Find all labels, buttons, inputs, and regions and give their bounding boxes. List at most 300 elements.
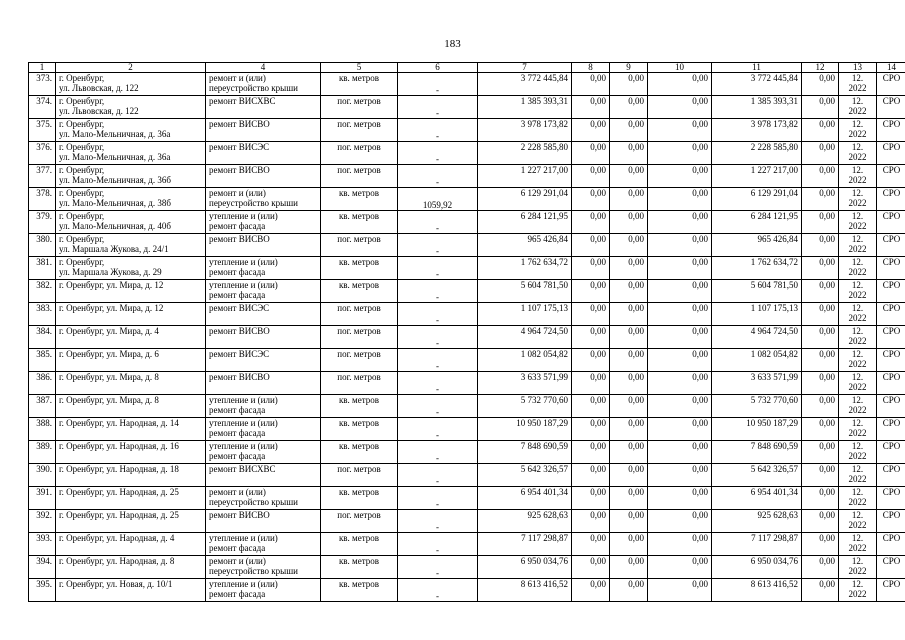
col10-cell: 0,00 — [648, 119, 712, 142]
col12-cell: 0,00 — [802, 372, 839, 395]
col11-cell: 6 950 034,76 — [712, 556, 802, 579]
address-line-1: г. Оренбург, — [59, 96, 105, 106]
unit-cell: кв. метров — [321, 257, 398, 280]
work-type-line-2: ремонт фасада — [209, 290, 266, 300]
col9-cell: 0,00 — [610, 464, 648, 487]
term-line-1: 12. — [851, 487, 864, 497]
address-line-1: г. Оренбург, ул. Народная, д. 25 — [59, 487, 179, 497]
work-type-cell — [206, 533, 321, 556]
term-line-2: 2022 — [848, 382, 867, 392]
method-cell: СРО — [877, 96, 905, 119]
col11-cell: 10 950 187,29 — [712, 418, 802, 441]
unit-cell: пог. метров — [321, 142, 398, 165]
unit-cell: пог. метров — [321, 303, 398, 326]
work-type-line-1: ремонт ВИСЭС — [209, 142, 270, 152]
term-line-2: 2022 — [848, 451, 867, 461]
col11-cell: 1 385 393,31 — [712, 96, 802, 119]
col12-cell: 0,00 — [802, 96, 839, 119]
work-type-line-1: утепление и (или) — [209, 211, 278, 221]
term-line-2: 2022 — [848, 267, 867, 277]
term-line-1: 12. — [851, 579, 864, 589]
row-number: 376. — [29, 142, 56, 165]
work-type-line-2: ремонт фасада — [209, 589, 266, 599]
work-type-cell — [206, 556, 321, 579]
row-number: 373. — [29, 73, 56, 96]
table-row — [29, 303, 905, 326]
col12-cell: 0,00 — [802, 234, 839, 257]
address-line-1: г. Оренбург, ул. Народная, д. 16 — [59, 441, 179, 451]
total-cost-cell: 8 613 416,52 — [478, 579, 572, 602]
term-cell — [839, 579, 877, 602]
col8-cell: 0,00 — [572, 96, 610, 119]
term-line-2: 2022 — [848, 474, 867, 484]
total-cost-cell: 965 426,84 — [478, 234, 572, 257]
work-type-cell — [206, 73, 321, 96]
term-line-2: 2022 — [848, 198, 867, 208]
unit-cell: пог. метров — [321, 464, 398, 487]
col12-cell: 0,00 — [802, 119, 839, 142]
term-cell — [839, 303, 877, 326]
total-cost-cell: 6 950 034,76 — [478, 556, 572, 579]
work-type-line-2: ремонт фасада — [209, 428, 266, 438]
volume-cell: - — [398, 142, 478, 165]
term-cell — [839, 533, 877, 556]
col8-cell: 0,00 — [572, 349, 610, 372]
work-type-line-2: ремонт фасада — [209, 405, 266, 415]
col11-cell: 5 604 781,50 — [712, 280, 802, 303]
method-cell: СРО — [877, 257, 905, 280]
address-line-1: г. Оренбург, — [59, 165, 105, 175]
address-line-1: г. Оренбург, ул. Новая, д. 10/1 — [59, 579, 173, 589]
col8-cell: 0,00 — [572, 165, 610, 188]
work-type-line-1: ремонт и (или) — [209, 487, 266, 497]
term-cell — [839, 257, 877, 280]
row-number: 391. — [29, 487, 56, 510]
col12-cell: 0,00 — [802, 211, 839, 234]
work-type-line-1: ремонт и (или) — [209, 556, 266, 566]
work-type-line-1: утепление и (или) — [209, 441, 278, 451]
header-cell: 9 — [610, 63, 648, 73]
term-cell — [839, 556, 877, 579]
work-type-line-1: ремонт ВИСЭС — [209, 349, 270, 359]
term-line-2: 2022 — [848, 405, 867, 415]
row-number: 395. — [29, 579, 56, 602]
method-cell: СРО — [877, 579, 905, 602]
term-line-2: 2022 — [848, 129, 867, 139]
address-line-1: г. Оренбург, — [59, 73, 105, 83]
total-cost-cell: 6 129 291,04 — [478, 188, 572, 211]
col12-cell: 0,00 — [802, 487, 839, 510]
table-row — [29, 188, 905, 211]
table-row — [29, 533, 905, 556]
unit-cell: пог. метров — [321, 326, 398, 349]
header-cell: 2 — [56, 63, 206, 73]
volume-cell: - — [398, 464, 478, 487]
term-line-2: 2022 — [848, 520, 867, 530]
col9-cell: 0,00 — [610, 211, 648, 234]
work-type-line-1: утепление и (или) — [209, 280, 278, 290]
term-line-2: 2022 — [848, 290, 867, 300]
col11-cell: 8 613 416,52 — [712, 579, 802, 602]
col11-cell: 1 107 175,13 — [712, 303, 802, 326]
address-cell — [56, 188, 206, 211]
col8-cell: 0,00 — [572, 510, 610, 533]
address-line-1: г. Оренбург, ул. Мира, д. 12 — [59, 303, 164, 313]
method-cell: СРО — [877, 349, 905, 372]
address-cell — [56, 349, 206, 372]
header-cell: 4 — [206, 63, 321, 73]
col9-cell: 0,00 — [610, 349, 648, 372]
term-line-2: 2022 — [848, 428, 867, 438]
col11-cell: 7 117 298,87 — [712, 533, 802, 556]
table-row — [29, 142, 905, 165]
work-type-line-1: ремонт ВИСХВС — [209, 464, 276, 474]
col12-cell: 0,00 — [802, 441, 839, 464]
work-type-cell — [206, 234, 321, 257]
row-number: 385. — [29, 349, 56, 372]
table-row — [29, 372, 905, 395]
work-type-line-1: ремонт ВИСВО — [209, 510, 270, 520]
work-type-line-1: утепление и (или) — [209, 418, 278, 428]
col12-cell: 0,00 — [802, 418, 839, 441]
method-cell: СРО — [877, 326, 905, 349]
col10-cell: 0,00 — [648, 165, 712, 188]
col9-cell: 0,00 — [610, 280, 648, 303]
volume-cell: - — [398, 418, 478, 441]
header-cell: 13 — [839, 63, 877, 73]
col8-cell: 0,00 — [572, 280, 610, 303]
col8-cell: 0,00 — [572, 579, 610, 602]
row-number: 378. — [29, 188, 56, 211]
unit-cell: пог. метров — [321, 96, 398, 119]
row-number: 392. — [29, 510, 56, 533]
term-line-1: 12. — [851, 119, 864, 129]
work-type-cell — [206, 326, 321, 349]
col10-cell: 0,00 — [648, 303, 712, 326]
col10-cell: 0,00 — [648, 211, 712, 234]
col9-cell: 0,00 — [610, 96, 648, 119]
method-cell: СРО — [877, 464, 905, 487]
term-line-1: 12. — [851, 142, 864, 152]
volume-cell: - — [398, 119, 478, 142]
table-row — [29, 234, 905, 257]
work-type-cell — [206, 188, 321, 211]
method-cell: СРО — [877, 73, 905, 96]
col9-cell: 0,00 — [610, 533, 648, 556]
unit-cell: кв. метров — [321, 533, 398, 556]
work-type-cell — [206, 119, 321, 142]
col11-cell: 6 954 401,34 — [712, 487, 802, 510]
work-type-cell — [206, 579, 321, 602]
term-line-1: 12. — [851, 257, 864, 267]
row-number: 379. — [29, 211, 56, 234]
address-cell — [56, 533, 206, 556]
col12-cell: 0,00 — [802, 510, 839, 533]
volume-cell: - — [398, 349, 478, 372]
unit-cell: пог. метров — [321, 349, 398, 372]
total-cost-cell: 7 848 690,59 — [478, 441, 572, 464]
term-cell — [839, 372, 877, 395]
work-type-line-1: утепление и (или) — [209, 533, 278, 543]
total-cost-cell: 5 732 770,60 — [478, 395, 572, 418]
header-cell: 6 — [398, 63, 478, 73]
col8-cell: 0,00 — [572, 142, 610, 165]
volume-cell: 1059,92 — [398, 188, 478, 211]
total-cost-cell: 1 107 175,13 — [478, 303, 572, 326]
col9-cell: 0,00 — [610, 372, 648, 395]
term-cell — [839, 96, 877, 119]
table-row — [29, 441, 905, 464]
work-type-line-2: переустройство крыши — [209, 497, 298, 507]
col8-cell: 0,00 — [572, 211, 610, 234]
col12-cell: 0,00 — [802, 165, 839, 188]
address-cell — [56, 211, 206, 234]
row-number: 386. — [29, 372, 56, 395]
register-table — [28, 62, 905, 602]
term-cell — [839, 73, 877, 96]
unit-cell: кв. метров — [321, 395, 398, 418]
total-cost-cell: 6 954 401,34 — [478, 487, 572, 510]
work-type-line-1: ремонт ВИСЭС — [209, 303, 270, 313]
term-cell — [839, 119, 877, 142]
work-type-line-2: ремонт фасада — [209, 451, 266, 461]
unit-cell: кв. метров — [321, 579, 398, 602]
work-type-line-1: утепление и (или) — [209, 395, 278, 405]
col9-cell: 0,00 — [610, 487, 648, 510]
col8-cell: 0,00 — [572, 73, 610, 96]
col10-cell: 0,00 — [648, 257, 712, 280]
total-cost-cell: 925 628,63 — [478, 510, 572, 533]
address-line-2: ул. Мало-Мельничная, д. 36б — [59, 175, 171, 185]
col11-cell: 6 129 291,04 — [712, 188, 802, 211]
total-cost-cell: 10 950 187,29 — [478, 418, 572, 441]
volume-cell: - — [398, 211, 478, 234]
address-cell — [56, 326, 206, 349]
work-type-line-2: переустройство крыши — [209, 198, 298, 208]
work-type-line-1: ремонт и (или) — [209, 73, 266, 83]
address-line-1: г. Оренбург, — [59, 234, 105, 244]
total-cost-cell: 3 772 445,84 — [478, 73, 572, 96]
col12-cell: 0,00 — [802, 142, 839, 165]
col10-cell: 0,00 — [648, 395, 712, 418]
col11-cell: 6 284 121,95 — [712, 211, 802, 234]
term-cell — [839, 510, 877, 533]
volume-cell: - — [398, 165, 478, 188]
unit-cell: кв. метров — [321, 73, 398, 96]
term-line-2: 2022 — [848, 497, 867, 507]
address-line-1: г. Оренбург, ул. Народная, д. 18 — [59, 464, 179, 474]
method-cell: СРО — [877, 372, 905, 395]
address-cell — [56, 119, 206, 142]
col8-cell: 0,00 — [572, 441, 610, 464]
work-type-line-1: утепление и (или) — [209, 257, 278, 267]
row-number: 388. — [29, 418, 56, 441]
table-row — [29, 257, 905, 280]
work-type-line-1: ремонт ВИСХВС — [209, 96, 276, 106]
term-cell — [839, 188, 877, 211]
unit-cell: пог. метров — [321, 372, 398, 395]
term-cell — [839, 441, 877, 464]
total-cost-cell: 1 385 393,31 — [478, 96, 572, 119]
row-number: 394. — [29, 556, 56, 579]
col9-cell: 0,00 — [610, 303, 648, 326]
unit-cell: кв. метров — [321, 418, 398, 441]
row-number: 389. — [29, 441, 56, 464]
col11-cell: 7 848 690,59 — [712, 441, 802, 464]
term-line-1: 12. — [851, 165, 864, 175]
row-number: 383. — [29, 303, 56, 326]
unit-cell: кв. метров — [321, 441, 398, 464]
row-number: 387. — [29, 395, 56, 418]
col8-cell: 0,00 — [572, 188, 610, 211]
col8-cell: 0,00 — [572, 464, 610, 487]
col12-cell: 0,00 — [802, 326, 839, 349]
col9-cell: 0,00 — [610, 165, 648, 188]
col10-cell: 0,00 — [648, 487, 712, 510]
term-line-1: 12. — [851, 556, 864, 566]
table-row — [29, 510, 905, 533]
col12-cell: 0,00 — [802, 533, 839, 556]
col9-cell: 0,00 — [610, 441, 648, 464]
row-number: 390. — [29, 464, 56, 487]
method-cell: СРО — [877, 188, 905, 211]
col9-cell: 0,00 — [610, 418, 648, 441]
method-cell: СРО — [877, 441, 905, 464]
term-line-2: 2022 — [848, 336, 867, 346]
col11-cell: 4 964 724,50 — [712, 326, 802, 349]
term-line-2: 2022 — [848, 359, 867, 369]
method-cell: СРО — [877, 165, 905, 188]
unit-cell: кв. метров — [321, 487, 398, 510]
work-type-cell — [206, 372, 321, 395]
unit-cell: кв. метров — [321, 280, 398, 303]
col8-cell: 0,00 — [572, 234, 610, 257]
volume-cell: - — [398, 533, 478, 556]
col11-cell: 3 772 445,84 — [712, 73, 802, 96]
total-cost-cell: 6 284 121,95 — [478, 211, 572, 234]
address-line-1: г. Оренбург, ул. Народная, д. 25 — [59, 510, 179, 520]
col11-cell: 3 978 173,82 — [712, 119, 802, 142]
address-line-1: г. Оренбург, ул. Мира, д. 6 — [59, 349, 159, 359]
col11-cell: 5 642 326,57 — [712, 464, 802, 487]
col11-cell: 965 426,84 — [712, 234, 802, 257]
method-cell: СРО — [877, 418, 905, 441]
table-row — [29, 73, 905, 96]
work-type-cell — [206, 303, 321, 326]
term-line-1: 12. — [851, 349, 864, 359]
table-row — [29, 326, 905, 349]
work-type-cell — [206, 464, 321, 487]
col12-cell: 0,00 — [802, 303, 839, 326]
address-line-1: г. Оренбург, ул. Народная, д. 8 — [59, 556, 175, 566]
header-cell: 5 — [321, 63, 398, 73]
address-line-2: ул. Мало-Мельничная, д. 38б — [59, 198, 171, 208]
address-cell — [56, 73, 206, 96]
work-type-cell — [206, 257, 321, 280]
table-body — [29, 73, 905, 602]
method-cell: СРО — [877, 487, 905, 510]
col12-cell: 0,00 — [802, 280, 839, 303]
table-row — [29, 211, 905, 234]
unit-cell: кв. метров — [321, 188, 398, 211]
address-line-1: г. Оренбург, ул. Мира, д. 8 — [59, 395, 159, 405]
term-cell — [839, 280, 877, 303]
address-line-1: г. Оренбург, ул. Народная, д. 14 — [59, 418, 179, 428]
col10-cell: 0,00 — [648, 556, 712, 579]
header-cell: 7 — [478, 63, 572, 73]
address-line-1: г. Оренбург, — [59, 188, 105, 198]
term-line-2: 2022 — [848, 83, 867, 93]
col10-cell: 0,00 — [648, 96, 712, 119]
address-line-1: г. Оренбург, ул. Мира, д. 12 — [59, 280, 164, 290]
address-line-1: г. Оренбург, — [59, 119, 105, 129]
table-row — [29, 96, 905, 119]
address-line-2: ул. Маршала Жукова, д. 24/1 — [59, 244, 169, 254]
col10-cell: 0,00 — [648, 73, 712, 96]
unit-cell: кв. метров — [321, 211, 398, 234]
address-line-1: г. Оренбург, ул. Мира, д. 8 — [59, 372, 159, 382]
total-cost-cell: 1 762 634,72 — [478, 257, 572, 280]
volume-cell: - — [398, 441, 478, 464]
work-type-cell — [206, 441, 321, 464]
header-cell: 8 — [572, 63, 610, 73]
work-type-line-2: переустройство крыши — [209, 83, 298, 93]
term-cell — [839, 234, 877, 257]
term-line-1: 12. — [851, 372, 864, 382]
header-cell: 1 — [29, 63, 56, 73]
term-cell — [839, 395, 877, 418]
address-line-1: г. Оренбург, ул. Мира, д. 4 — [59, 326, 159, 336]
address-cell — [56, 395, 206, 418]
col9-cell: 0,00 — [610, 142, 648, 165]
row-number: 377. — [29, 165, 56, 188]
col10-cell: 0,00 — [648, 188, 712, 211]
address-cell — [56, 303, 206, 326]
table-row — [29, 579, 905, 602]
unit-cell: пог. метров — [321, 234, 398, 257]
total-cost-cell: 3 633 571,99 — [478, 372, 572, 395]
term-line-1: 12. — [851, 234, 864, 244]
volume-cell: - — [398, 234, 478, 257]
volume-cell: - — [398, 556, 478, 579]
header-cell: 11 — [712, 63, 802, 73]
table-row — [29, 418, 905, 441]
col10-cell: 0,00 — [648, 349, 712, 372]
row-number: 384. — [29, 326, 56, 349]
table-row — [29, 119, 905, 142]
address-cell — [56, 142, 206, 165]
work-type-line-1: ремонт ВИСВО — [209, 165, 270, 175]
col8-cell: 0,00 — [572, 257, 610, 280]
col9-cell: 0,00 — [610, 579, 648, 602]
work-type-line-1: ремонт ВИСВО — [209, 234, 270, 244]
col11-cell: 1 082 054,82 — [712, 349, 802, 372]
term-cell — [839, 418, 877, 441]
col8-cell: 0,00 — [572, 326, 610, 349]
col11-cell: 1 227 217,00 — [712, 165, 802, 188]
row-number: 382. — [29, 280, 56, 303]
address-line-2: ул. Мало-Мельничная, д. 40б — [59, 221, 171, 231]
address-line-2: ул. Мало-Мельничная, д. 36а — [59, 152, 171, 162]
col8-cell: 0,00 — [572, 119, 610, 142]
volume-cell: - — [398, 96, 478, 119]
work-type-line-1: ремонт ВИСВО — [209, 119, 270, 129]
volume-cell: - — [398, 326, 478, 349]
table-header — [29, 63, 905, 73]
volume-cell: - — [398, 395, 478, 418]
term-line-1: 12. — [851, 464, 864, 474]
term-line-2: 2022 — [848, 313, 867, 323]
